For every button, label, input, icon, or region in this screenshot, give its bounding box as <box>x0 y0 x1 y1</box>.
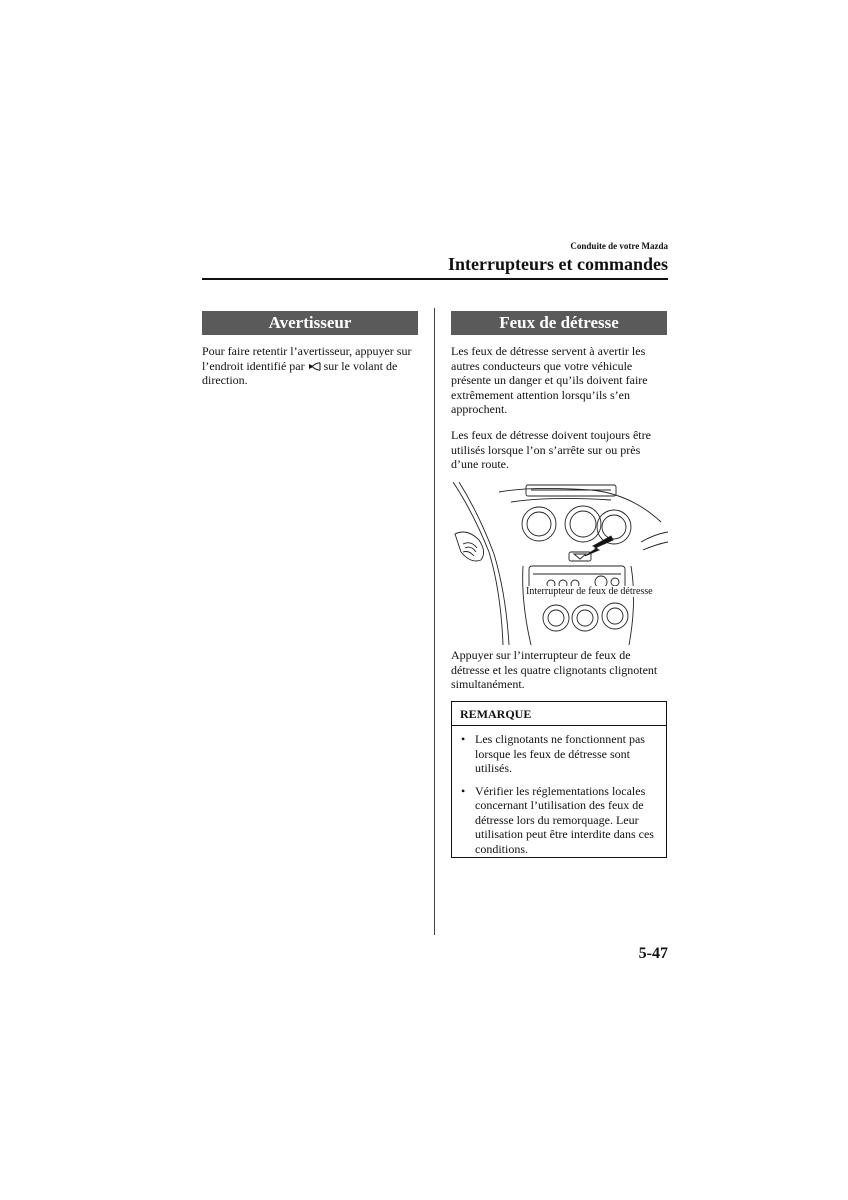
section-heading-avertisseur: Avertisseur <box>202 311 418 335</box>
note-item-text: Vérifier les réglementations locales concernant l’utilisation des feux de détresse lors du remorquage. Leur utilisation peut être interdite dans ces conditions. <box>475 783 654 856</box>
note-title: REMARQUE <box>452 702 666 726</box>
horn-paragraph-end: sur le volant de direction. <box>202 358 398 387</box>
hazard-paragraph-2: Les feux de détresse doivent toujours être utilisés lorsque l’on s’arrête sur ou près d’une route. <box>451 428 651 471</box>
page-header-title: Interrupteurs et commandes <box>448 254 668 274</box>
header-rule <box>202 278 668 280</box>
horn-icon <box>308 362 321 371</box>
dashboard-illustration <box>451 482 668 645</box>
bullet-icon: • <box>461 783 466 798</box>
bullet-icon: • <box>461 732 466 746</box>
note-item <box>452 784 666 857</box>
hazard-switch-label: Interrupteur de feux de détresse <box>526 586 653 597</box>
hazard-paragraph-1: Les feux de détresse servent à avertir les autres conducteurs que votre véhicule présente un danger et qu’ils doivent faire extrêmement attention lorsqu’ils s’en approchent. <box>451 344 648 416</box>
horn-paragraph-start: Pour faire retentir l’avertisseur, appuyer sur l’endroit identifié par <box>202 344 412 373</box>
page-header-section: Conduite de votre Mazda <box>570 241 668 251</box>
section-heading-feux-de-detresse: Feux de détresse <box>451 311 667 335</box>
note-item <box>452 732 666 776</box>
note-list <box>452 732 666 864</box>
horn-paragraph <box>202 344 424 388</box>
note-item-text: Les clignotants ne fonctionnent pas lorsque les feux de détresse sont utilisés. <box>475 732 645 775</box>
page-number: 5-47 <box>638 945 668 962</box>
note-box <box>451 701 667 858</box>
hazard-paragraph-3: Appuyer sur l’interrupteur de feux de détresse et les quatre clignotants clignotent simultanément. <box>451 648 658 691</box>
column-divider <box>434 308 435 935</box>
